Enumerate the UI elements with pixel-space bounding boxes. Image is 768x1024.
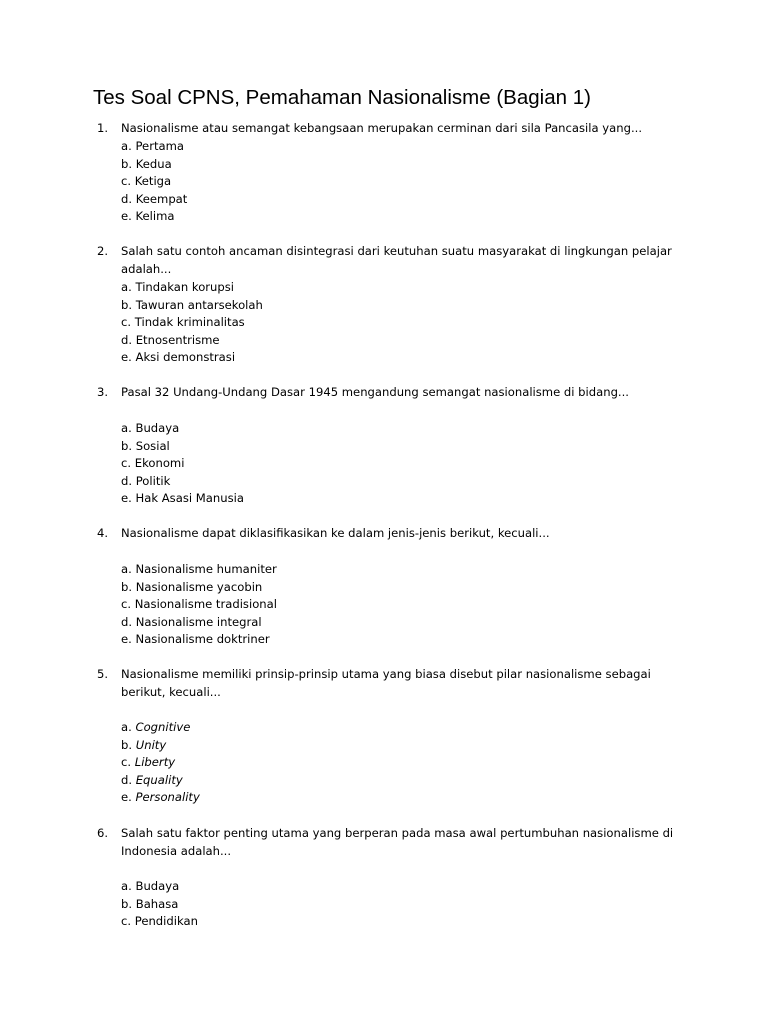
question-text (121, 243, 672, 278)
option-letter: e. (121, 491, 132, 506)
option-text: Liberty (134, 755, 176, 770)
option-letter: e. (121, 350, 132, 365)
answer-option (121, 349, 263, 367)
question-line: Nasionalisme atau semangat kebangsaan merupakan cerminan dari sila Pancasila yang... (121, 121, 643, 135)
answer-option (121, 878, 198, 896)
question-text (121, 525, 669, 543)
option-letter: d. (121, 332, 133, 347)
answer-option (121, 191, 187, 209)
answer-option (121, 772, 200, 790)
option-text: Kelima (135, 209, 175, 224)
option-text: Nasionalisme tradisional (134, 597, 277, 612)
option-letter: c. (121, 315, 132, 330)
option-text: Nasionalisme integral (135, 614, 262, 629)
option-text: Etnosentrisme (135, 332, 220, 347)
question-line: Salah satu contoh ancaman disintegrasi dari keutuhan suatu masyarakat di lingkungan pelajar (121, 244, 672, 258)
option-text: Tawuran antarsekolah (135, 297, 263, 312)
option-text: Hak Asasi Manusia (135, 491, 244, 506)
option-letter: b. (121, 297, 133, 312)
answer-option (121, 332, 263, 350)
question-line: Pasal 32 Undang-Undang Dasar 1945 mengandung semangat nasionalisme di bidang... (121, 385, 629, 399)
option-text: Ketiga (134, 174, 172, 189)
option-text: Cognitive (135, 720, 191, 734)
question-line: Salah satu faktor penting utama yang berperan pada masa awal pertumbuhan nasionalisme di (121, 826, 674, 840)
option-letter: e. (121, 209, 132, 224)
option-text: Pertama (135, 139, 185, 153)
answer-options (121, 279, 263, 367)
option-text: Kedua (135, 156, 172, 171)
question-number: 6. (97, 826, 109, 840)
option-text: Tindakan korupsi (135, 280, 235, 294)
option-text: Unity (135, 737, 167, 752)
answer-option (121, 208, 187, 226)
question-text (121, 384, 669, 402)
option-letter: c. (121, 597, 132, 612)
answer-option (121, 631, 277, 649)
option-text: Nasionalisme yacobin (135, 579, 263, 594)
answer-option (121, 614, 277, 632)
answer-option (121, 490, 244, 508)
option-letter: d. (121, 473, 133, 488)
option-letter: c. (121, 456, 132, 471)
option-letter: e. (121, 632, 132, 647)
answer-option (121, 173, 187, 191)
page-title: Tes Soal CPNS, Pemahaman Nasionalisme (Bagian 1) (93, 86, 591, 109)
question-text (121, 666, 669, 701)
option-text: Budaya (135, 421, 180, 435)
question-number: 4. (97, 526, 109, 540)
question-line: berikut, kecuali... (121, 684, 221, 699)
answer-options (121, 138, 187, 226)
option-text: Ekonomi (134, 456, 185, 471)
option-letter: d. (121, 772, 133, 787)
answer-option (121, 789, 200, 807)
answer-option (121, 138, 187, 156)
question-number: 5. (97, 667, 109, 681)
option-text: Personality (135, 790, 200, 805)
answer-option (121, 156, 187, 174)
option-letter: b. (121, 896, 133, 911)
question-number: 3. (97, 385, 109, 399)
option-text: Pendidikan (134, 914, 198, 929)
answer-option (121, 579, 277, 597)
answer-option (121, 438, 244, 456)
answer-option (121, 719, 200, 737)
option-text: Tindak kriminalitas (134, 315, 245, 330)
answer-option (121, 455, 244, 473)
answer-option (121, 420, 244, 438)
option-letter: b. (121, 156, 133, 171)
question-line: Nasionalisme memiliki prinsip-prinsip utama yang biasa disebut pilar nasionalisme sebagai (121, 667, 651, 681)
option-text: Bahasa (135, 896, 179, 911)
option-letter: b. (121, 438, 133, 453)
question-number: 2. (97, 244, 109, 258)
question-line: Nasionalisme dapat diklasifikasikan ke dalam jenis-jenis berikut, kecuali... (121, 526, 550, 540)
option-letter: d. (121, 614, 133, 629)
option-letter: d. (121, 191, 133, 206)
option-text: Nasionalisme doktriner (135, 632, 270, 647)
question-number: 1. (97, 121, 109, 135)
option-letter: e. (121, 790, 132, 805)
answer-options (121, 878, 198, 931)
answer-option (121, 561, 277, 579)
option-letter: c. (121, 174, 132, 189)
option-letter: a. (121, 562, 132, 576)
answer-option (121, 754, 200, 772)
option-letter: c. (121, 914, 132, 929)
option-letter: a. (121, 139, 132, 153)
answer-option (121, 473, 244, 491)
answer-options (121, 420, 244, 508)
option-letter: a. (121, 280, 132, 294)
answer-option (121, 896, 198, 914)
option-text: Sosial (135, 438, 170, 453)
answer-option (121, 279, 263, 297)
answer-option (121, 737, 200, 755)
option-text: Nasionalisme humaniter (135, 562, 277, 576)
question-text (121, 825, 674, 860)
answer-option (121, 297, 263, 315)
answer-option (121, 314, 263, 332)
question-text (121, 120, 669, 138)
answer-options (121, 561, 277, 649)
option-letter: b. (121, 579, 133, 594)
option-text: Keempat (135, 191, 188, 206)
question-line: Indonesia adalah... (121, 843, 232, 858)
option-text: Equality (135, 772, 183, 787)
option-letter: a. (121, 720, 132, 734)
answer-option (121, 913, 198, 931)
option-text: Politik (135, 473, 171, 488)
option-text: Budaya (135, 879, 180, 893)
question-line: adalah... (121, 261, 172, 276)
option-letter: a. (121, 421, 132, 435)
option-letter: c. (121, 755, 132, 770)
answer-options (121, 719, 200, 807)
option-letter: b. (121, 737, 133, 752)
option-letter: a. (121, 879, 132, 893)
option-text: Aksi demonstrasi (135, 350, 236, 365)
answer-option (121, 596, 277, 614)
